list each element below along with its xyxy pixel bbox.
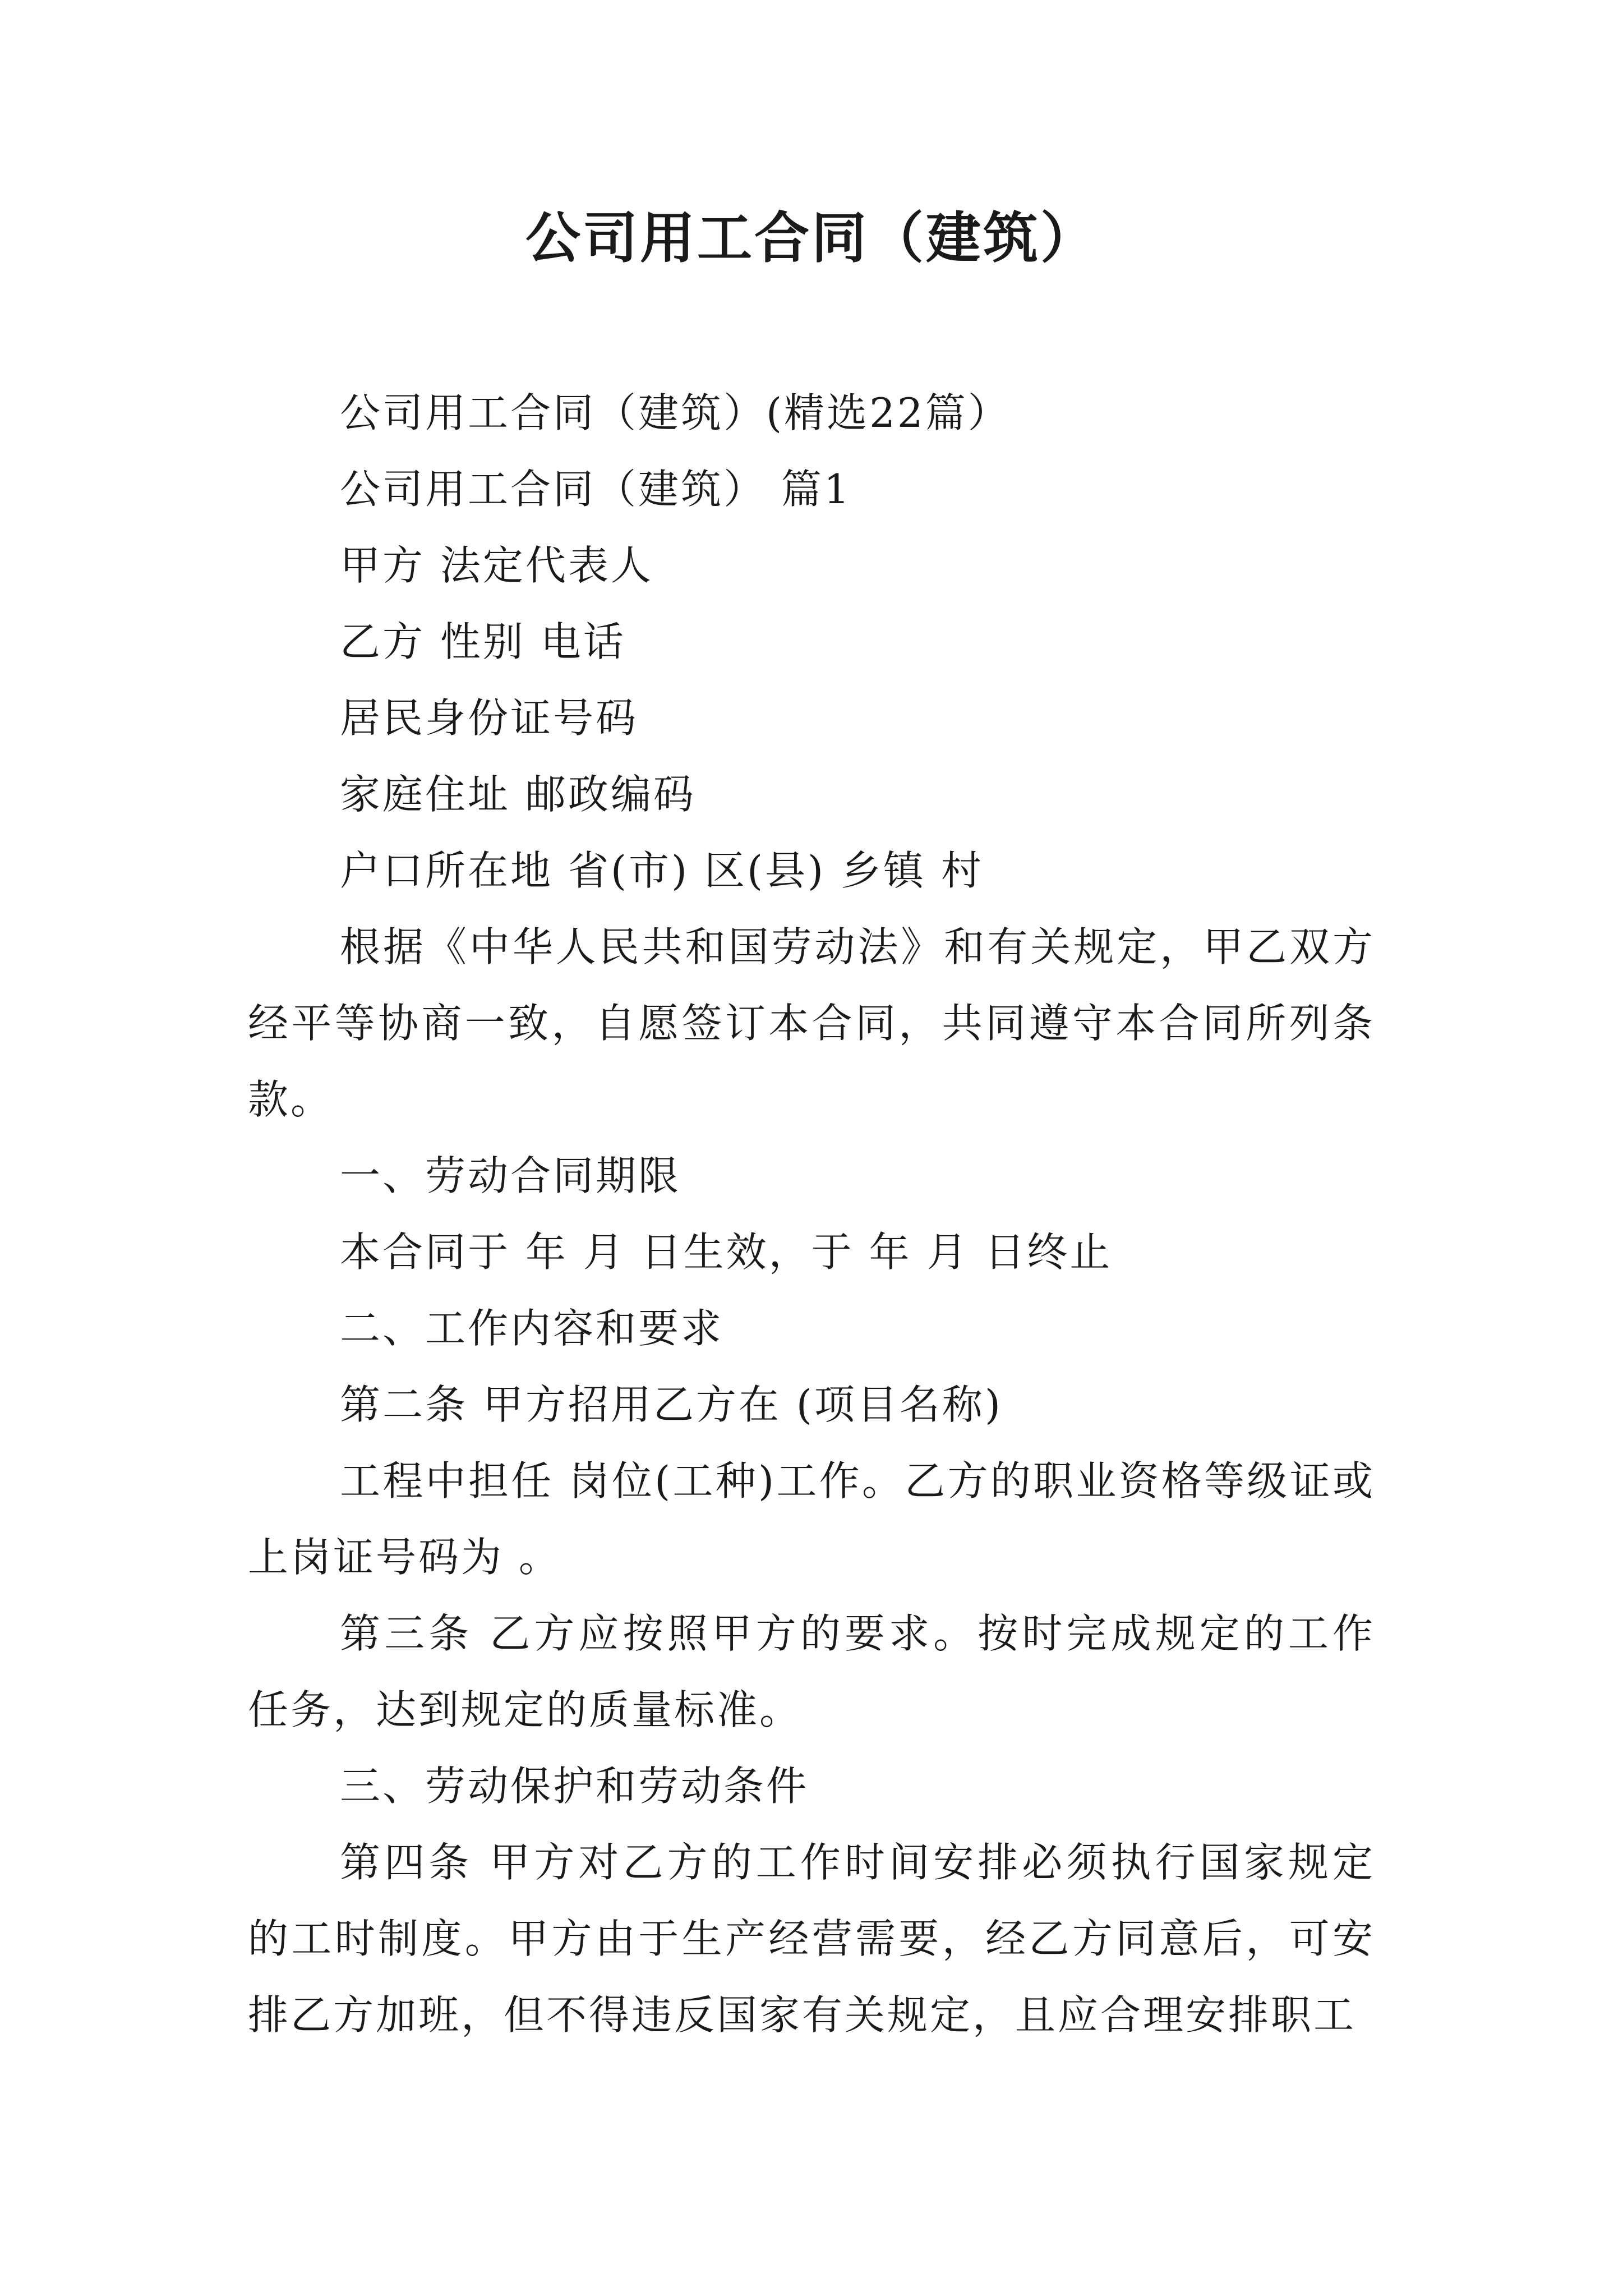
section-heading: 二、工作内容和要求 [340,1305,724,1352]
paragraph: 公司用工合同（建筑） 篇1 [340,466,852,513]
paragraph: 户口所在地 省(市) 区(县) 乡镇 村 [340,847,984,894]
section-heading: 一、劳动合同期限 [340,1152,681,1199]
paragraph: 乙方 性别 电话 [340,618,626,665]
paragraph: 根据《中华人民共和国劳动法》和有关规定，甲乙双方经平等协商一致，自愿签订本合同，共同遵守本合同所列条款。 [248,923,1375,1123]
section-heading: 三、劳动保护和劳动条件 [340,1763,809,1810]
paragraph: 家庭住址 邮政编码 [340,771,696,818]
paragraph: 甲方 法定代表人 [340,542,653,589]
document-body [248,375,1375,2053]
paragraph: 公司用工合同（建筑）(精选22篇） [340,389,1011,436]
paragraph: 第二条 甲方招用乙方在 (项目名称) [340,1381,1003,1428]
paragraph: 本合同于 年 月 日生效，于 年 月 日终止 [340,1228,1113,1276]
paragraph: 工程中担任 岗位(工种)工作。乙方的职业资格等级证或上岗证号码为 。 [248,1457,1375,1581]
document-title: 公司用工合同（建筑） [525,206,1098,270]
paragraph: 第三条 乙方应按照甲方的要求。按时完成规定的工作任务，达到规定的质量标准。 [248,1610,1375,1733]
paragraph: 第四条 甲方对乙方的工作时间安排必须执行国家规定的工时制度。甲方由于生产经营需要，经乙方同意后，可安排乙方加班，但不得违反国家有关规定，且应合理安排职工 [248,1839,1375,2039]
paragraph: 居民身份证号码 [340,694,639,742]
